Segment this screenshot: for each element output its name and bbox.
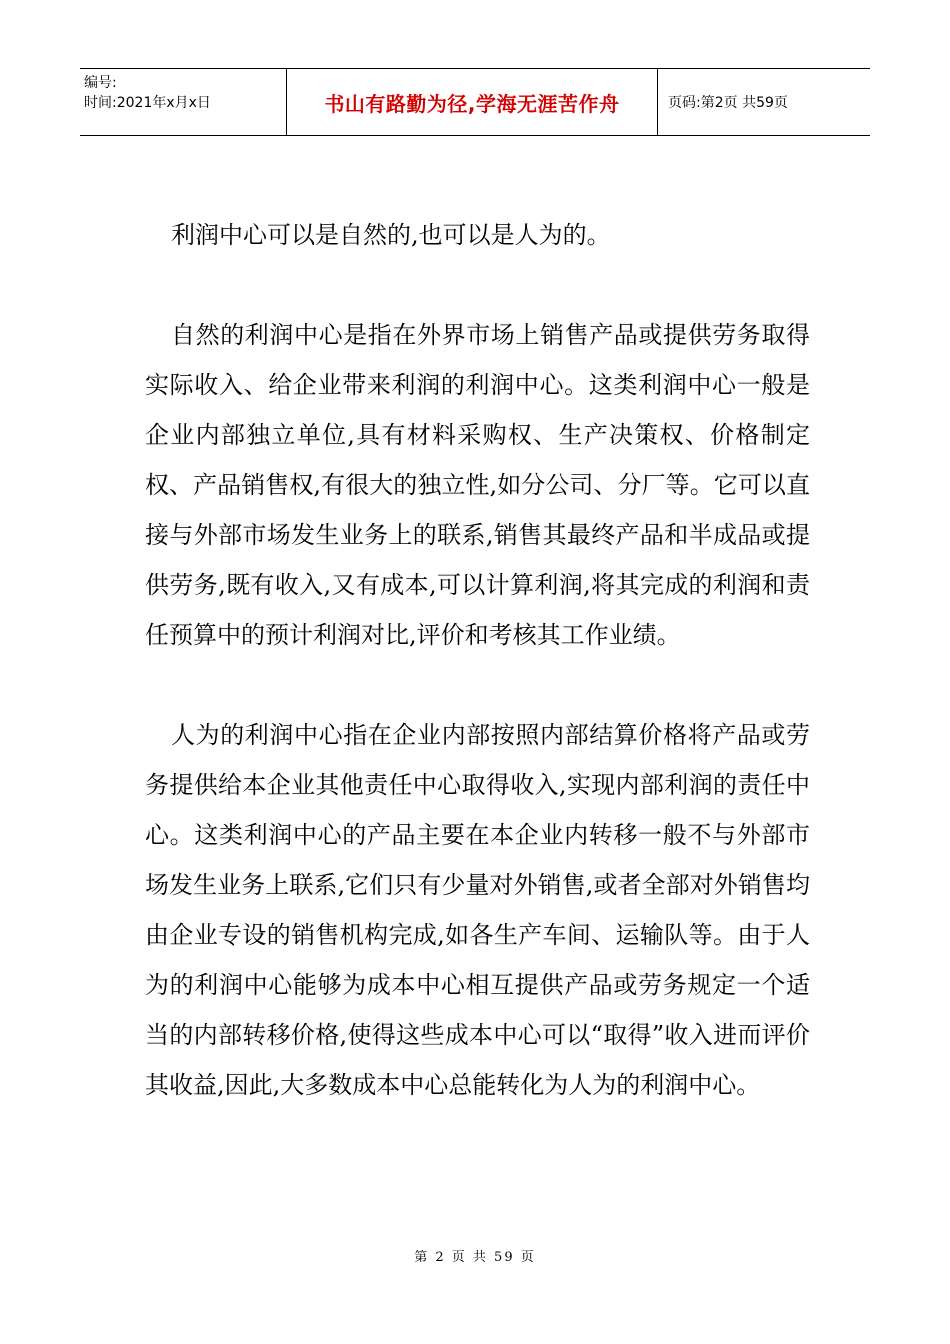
document-time-label: 时间:2021年x月x日 <box>84 95 211 111</box>
header-page-label: 页码:第2页 共59页 <box>668 95 788 111</box>
header-motto-cell <box>287 69 658 136</box>
document-number-label: 编号: <box>84 75 117 91</box>
document-body <box>145 210 810 1160</box>
document-header <box>80 68 870 136</box>
paragraph: 自然的利润中心是指在外界市场上销售产品或提供劳务取得实际收入、给企业带来利润的利润中心。这类利润中心一般是企业内部独立单位,具有材料采购权、生产决策权、价格制定权、产品销售权,有很大的独立性,如分公司、分厂等。它可以直接与外部市场发生业务上的联系,销售其最终产品和半成品或提供劳务,既有收入,又有成本,可以计算利润,将其完成的利润和责任预算中的预计利润对比,评价和考核其工作业绩。 <box>145 321 810 649</box>
header-page-cell <box>658 69 871 136</box>
paragraph: 利润中心可以是自然的,也可以是人为的。 <box>171 221 611 249</box>
page-footer: 第 2 页 共 59 页 <box>414 1250 536 1265</box>
header-meta-cell <box>80 69 287 136</box>
header-motto: 书山有路勤为径,学海无涯苦作舟 <box>324 91 620 116</box>
paragraph: 人为的利润中心指在企业内部按照内部结算价格将产品或劳务提供给本企业其他责任中心取得收入,实现内部利润的责任中心。这类利润中心的产品主要在本企业内转移一般不与外部市场发生业务上联系,它们只有少量对外销售,或者全部对外销售均由企业专设的销售机构完成,如各生产车间、运输队等。由于人为的利润中心能够为成本中心相互提供产品或劳务规定一个适当的内部转移价格,使得这些成本中心可以“取得”收入进而评价其收益,因此,大多数成本中心总能转化为人为的利润中心。 <box>145 721 810 1099</box>
